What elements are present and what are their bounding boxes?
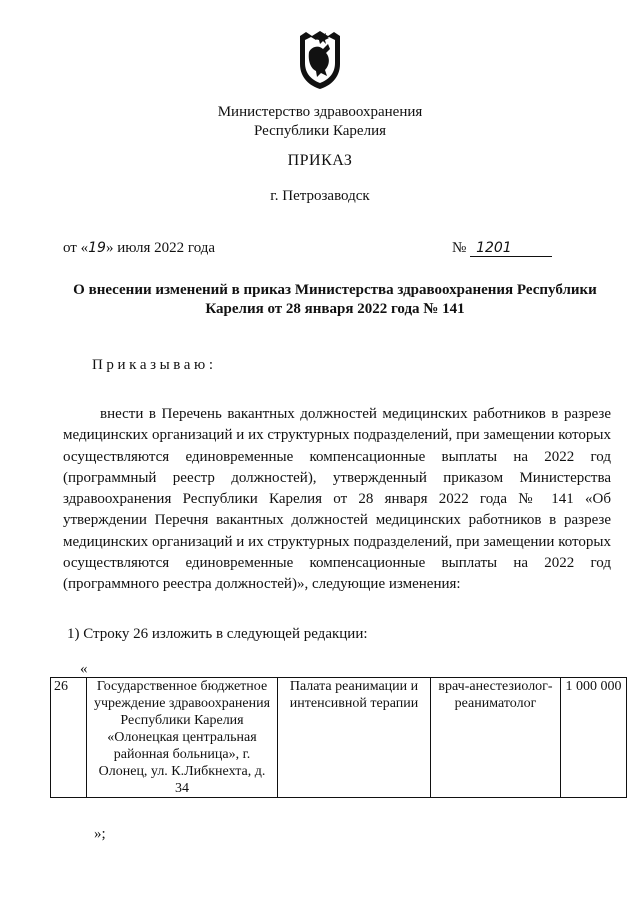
quote-close: »; (94, 826, 106, 842)
number-value-handwritten: 1201 (470, 240, 552, 257)
document-title: О внесении изменений в приказ Министерства здравоохранения Республики Карелия от 28 января 2022 года № 141 (73, 282, 597, 317)
karelia-coat-of-arms-icon (297, 30, 343, 90)
date-day-handwritten: 19 (88, 240, 106, 256)
item-1: 1) Строку 26 изложить в следующей редакции: (67, 626, 368, 642)
quote-open: « (80, 661, 88, 677)
number-sign: № (452, 240, 467, 256)
ministry-line-1: Министерство здравоохранения (217, 104, 423, 120)
ministry-name (0, 103, 640, 141)
body-paragraph: внести в Перечень вакантных должностей медицинских работников в разрезе медицинских организаций и их структурных подразделений, при замещении которых осуществляются единовременные компенсационные выплаты на 2022 год (программный реестр должностей), утвержденный приказом Министерства здравоохранения Республики Карелия от 28 января 2022 года № 141 «Об утверждении Перечня вакантных должностей медицинских работников в разрезе медицинских организаций и их структурных подразделений, при замещении которых осуществляются единовременные компенсационные выплаты на 2022 год (программного реестра должностей)», следующие изменения: (63, 406, 611, 593)
date-prefix: от « (63, 240, 89, 256)
date-suffix: » июля 2022 года (105, 240, 216, 256)
table-row (51, 678, 627, 798)
city: г. Петрозаводск (270, 188, 370, 204)
ministry-line-2: Республики Карелия (253, 123, 387, 139)
cell-row-number: 26 (51, 678, 87, 798)
order-word: Приказываю: (92, 357, 217, 373)
replacement-table (50, 677, 627, 798)
cell-organization: Государственное бюджетное учреждение здравоохранения Республики Карелия «Олонецкая центральная районная больница», г. Олонец, ул. К.Либкнехта, д. 34 (87, 678, 278, 798)
cell-amount: 1 000 000 (561, 678, 627, 798)
cell-department: Палата реанимации и интенсивной терапии (278, 678, 431, 798)
order-date (63, 240, 215, 257)
order-body (63, 404, 611, 596)
order-number (452, 240, 552, 257)
document-type: ПРИКАЗ (287, 152, 353, 169)
cell-position: врач-анестезиолог-реаниматолог (431, 678, 561, 798)
